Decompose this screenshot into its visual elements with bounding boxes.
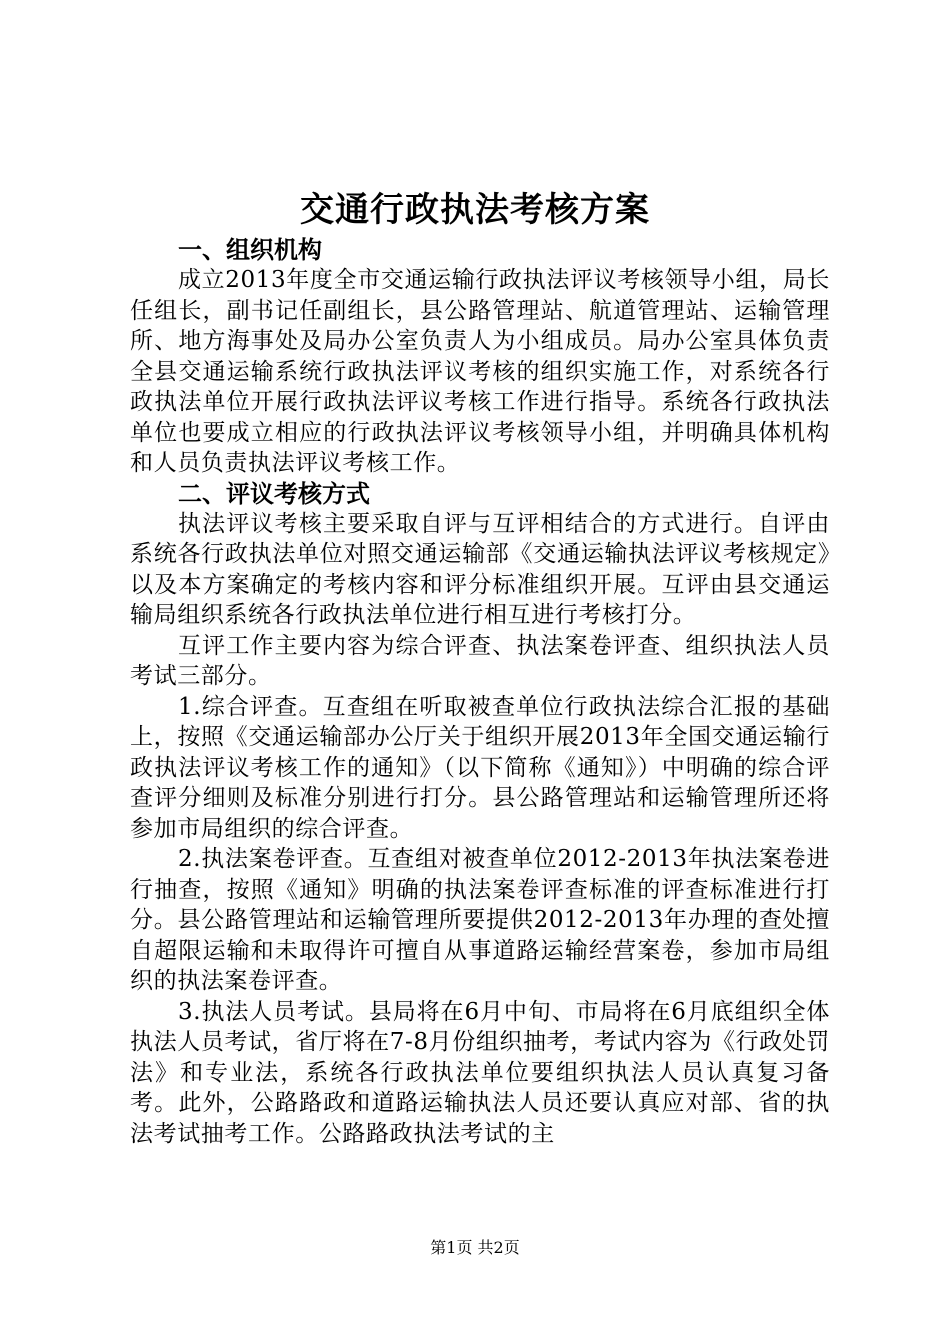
section-heading: 二、评议考核方式 [178, 478, 370, 508]
page-indicator: 第1页 共2页 [430, 1238, 520, 1257]
paragraph-item-2: 2.执法案卷评查。互查组对被查单位2012-2013年执法案卷进行抽查，按照《通知》明确的执法案卷评查标准的评查标准进行打分。县公路管理站和运输管理所要提供2012-2013年办理的查处擅自超限运输和未取得许可擅自从事道路运输经营案卷，参加市局组织的执法案卷评查。 [130, 846, 830, 994]
section-organization [130, 235, 830, 479]
section-assessment-method [130, 479, 830, 1150]
paragraph: 执法评议考核主要采取自评与互评相结合的方式进行。自评由系统各行政执法单位对照交通运输部《交通运输执法评议考核规定》以及本方案确定的考核内容和评分标准组织开展。互评由县交通运输局组织系统各行政执法单位进行相互进行考核打分。 [130, 510, 830, 628]
paragraph: 成立2013年度全市交通运输行政执法评议考核领导小组，局长任组长，副书记任副组长，县公路管理站、航道管理站、运输管理所、地方海事处及局办公室负责人为小组成员。局办公室具体负责全县交通运输系统行政执法评议考核的组织实施工作，对系统各行政执法单位开展行政执法评议考核工作进行指导。系统各行政执法单位也要成立相应的行政执法评议考核领导小组，并明确具体机构和人员负责执法评议考核工作。 [130, 267, 830, 476]
paragraph: 互评工作主要内容为综合评查、执法案卷评查、组织执法人员考试三部分。 [130, 632, 830, 689]
paragraph-item-1: 1.综合评查。互查组在听取被查单位行政执法综合汇报的基础上，按照《交通运输部办公厅关于组织开展2013年全国交通运输行政执法评议考核工作的通知》（以下简称《通知》）中明确的综合评查评分细则及标准分别进行打分。县公路管理站和运输管理所还将参加市局组织的综合评查。 [130, 693, 830, 842]
section-heading: 一、组织机构 [178, 235, 322, 264]
document-title: 交通行政执法考核方案 [300, 190, 650, 230]
paragraph-item-3: 3.执法人员考试。县局将在6月中旬、市局将在6月底组织全体执法人员考试，省厅将在7-8月份组织抽考，考试内容为《行政处罚法》和专业法，系统各行政执法单位要组织执法人员认真复习备考。此外，公路路政和道路运输执法人员还要认真应对部、省的执法考试抽考工作。公路路政执法考试的主 [130, 998, 830, 1147]
document-body [130, 235, 830, 1149]
